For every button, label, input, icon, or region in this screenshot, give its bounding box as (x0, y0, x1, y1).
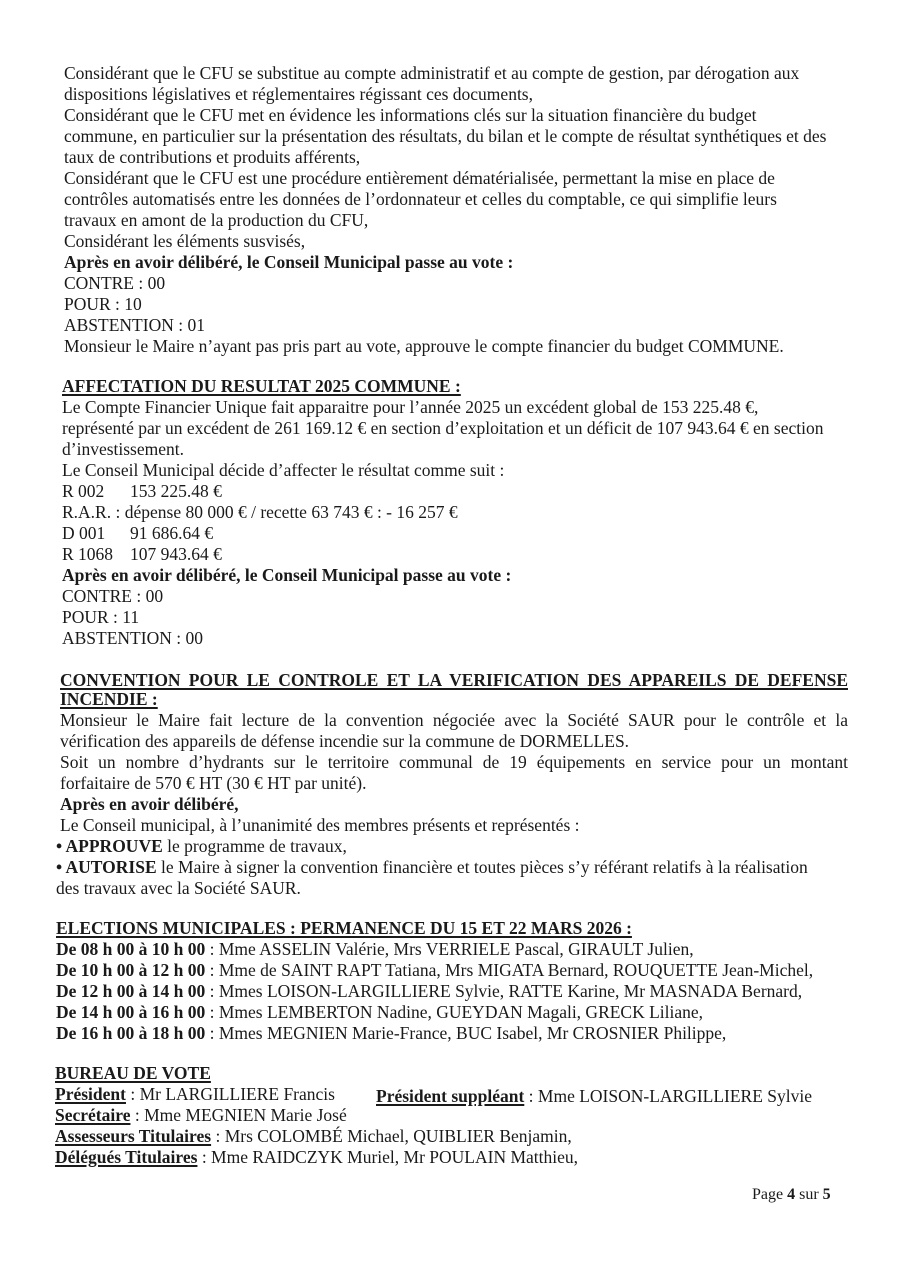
delegues-label: Délégués Titulaires (55, 1147, 198, 1167)
election-slot (56, 939, 694, 960)
cfu-line-3: Considérant que le CFU met en évidence les informations clés sur la situation financière du budget (64, 105, 757, 125)
d001-code: D 001 (62, 523, 106, 543)
convention-line-1: Monsieur le Maire fait lecture de la convention négociée avec la Société SAUR pour le contrôle et la (60, 710, 848, 730)
page-number (752, 1184, 831, 1205)
affectation-line-4: Le Conseil Municipal décide d’affecter le résultat comme suit : (62, 460, 505, 480)
authorize-text: le Maire à signer la convention financière et toutes pièces s’y référant relatifs à la réalisation (156, 857, 808, 877)
affectation-vote-pour: POUR : 11 (62, 607, 140, 627)
r1068-code: R 1068 (62, 544, 114, 564)
convention-unanimity: Le Conseil municipal, à l’unanimité des membres présents et représentés : (60, 815, 580, 835)
slot-time: De 16 h 00 à 18 h 00 (56, 1023, 206, 1043)
affectation-rar: R.A.R. : dépense 80 000 € / recette 63 743 € : - 16 257 € (62, 502, 458, 522)
r002-value: 153 225.48 € (130, 481, 222, 501)
assesseurs-value: : Mrs COLOMBÉ Michael, QUIBLIER Benjamin, (211, 1126, 572, 1146)
cfu-line-9: Considérant les éléments susvisés, (64, 231, 306, 251)
affectation-r002 (62, 481, 222, 502)
cfu-vote-abstention: ABSTENTION : 01 (64, 315, 205, 335)
bureau-delegues (55, 1147, 578, 1168)
convention-title-line-1: CONVENTION POUR LE CONTROLE ET LA VERIFICATION DES APPAREILS DE DEFENSE (60, 670, 848, 690)
convention-line-4: forfaitaire de 570 € HT (30 € HT par unité). (60, 773, 367, 793)
slot-time: De 10 h 00 à 12 h 00 (56, 960, 206, 980)
affectation-vote-abstention: ABSTENTION : 00 (62, 628, 203, 648)
slot-time: De 12 h 00 à 14 h 00 (56, 981, 206, 1001)
bureau-title: BUREAU DE VOTE (55, 1063, 211, 1083)
cfu-vote-heading: Après en avoir délibéré, le Conseil Municipal passe au vote : (64, 252, 514, 272)
bureau-suppleant (376, 1086, 812, 1107)
secretaire-label: Secrétaire (55, 1105, 131, 1125)
authorize-keyword: • AUTORISE (56, 857, 157, 877)
slot-people: : Mmes LEMBERTON Nadine, GUEYDAN Magali, GRECK Liliane, (205, 1002, 704, 1022)
slot-people: : Mmes LOISON-LARGILLIERE Sylvie, RATTE Karine, Mr MASNADA Bernard, (205, 981, 803, 1001)
cfu-line-4: commune, en particulier sur la présentation des résultats, du bilan et le compte de résultat synthétiques et des (64, 126, 827, 146)
president-value: : Mr LARGILLIERE Francis (125, 1084, 335, 1104)
approve-text: le programme de travaux, (162, 836, 347, 856)
cfu-line-1: Considérant que le CFU se substitue au compte administratif et au compte de gestion, par dérogation aux (64, 63, 800, 83)
elections-title: ELECTIONS MUNICIPALES : PERMANENCE DU 15 ET 22 MARS 2026 : (56, 918, 632, 938)
cfu-line-7: contrôles automatisés entre les données de l’ordonnateur et celles du comptable, ce qui simplifie leurs (64, 189, 777, 209)
affectation-vote-contre: CONTRE : 00 (62, 586, 164, 606)
election-slot (56, 1023, 726, 1044)
convention-line-3: Soit un nombre d’hydrants sur le territoire communal de 19 équipements en service pour un montant (60, 752, 848, 772)
affectation-r1068 (62, 544, 222, 565)
election-slot (56, 960, 813, 981)
convention-deliberation: Après en avoir délibéré, (60, 794, 239, 814)
cfu-line-5: taux de contributions et produits afférents, (64, 147, 361, 167)
page-middle: sur (795, 1186, 823, 1203)
r1068-value: 107 943.64 € (130, 544, 222, 564)
convention-authorize-line-2: des travaux avec la Société SAUR. (56, 878, 301, 898)
secretaire-value: : Mme MEGNIEN Marie José (130, 1105, 347, 1125)
convention-authorize (56, 857, 808, 878)
r002-code: R 002 (62, 481, 105, 501)
page-current: 4 (787, 1186, 796, 1203)
suppleant-value: : Mme LOISON-LARGILLIERE Sylvie (524, 1086, 813, 1106)
slot-people: : Mmes MEGNIEN Marie-France, BUC Isabel, Mr CROSNIER Philippe, (205, 1023, 727, 1043)
affectation-line-1: Le Compte Financier Unique fait apparaitre pour l’année 2025 un excédent global de 153 225.48 €, (62, 397, 759, 417)
slot-time: De 08 h 00 à 10 h 00 (56, 939, 206, 959)
affectation-line-3: d’investissement. (62, 439, 184, 459)
convention-title-line-2: INCENDIE : (60, 689, 158, 709)
slot-people: : Mme ASSELIN Valérie, Mrs VERRIELE Pascal, GIRAULT Julien, (205, 939, 694, 959)
president-label: Président (55, 1084, 126, 1104)
cfu-line-8: travaux en amont de la production du CFU, (64, 210, 369, 230)
affectation-vote-heading: Après en avoir délibéré, le Conseil Municipal passe au vote : (62, 565, 512, 585)
delegues-value: : Mme RAIDCZYK Muriel, Mr POULAIN Matthieu, (197, 1147, 579, 1167)
affectation-d001 (62, 523, 213, 544)
election-slot (56, 981, 802, 1002)
suppleant-label: Président suppléant (376, 1086, 525, 1106)
slot-people: : Mme de SAINT RAPT Tatiana, Mrs MIGATA Bernard, ROUQUETTE Jean-Michel, (205, 960, 814, 980)
bureau-secretaire (55, 1105, 347, 1126)
cfu-conclusion: Monsieur le Maire n’ayant pas pris part au vote, approuve le compte financier du budget COMMUNE. (64, 336, 784, 356)
d001-value: 91 686.64 € (130, 523, 214, 543)
affectation-line-2: représenté par un excédent de 261 169.12 € en section d’exploitation et un déficit de 107 943.64 € en section (62, 418, 824, 438)
bureau-assesseurs (55, 1126, 572, 1147)
bureau-president (55, 1084, 335, 1105)
page-prefix: Page (752, 1186, 788, 1203)
cfu-line-6: Considérant que le CFU est une procédure entièrement dématérialisée, permettant la mise en place de (64, 168, 775, 188)
cfu-line-2: dispositions législatives et réglementaires régissant ces documents, (64, 84, 533, 104)
page-total: 5 (822, 1186, 831, 1203)
affectation-title: AFFECTATION DU RESULTAT 2025 COMMUNE : (62, 376, 461, 396)
convention-line-2: vérification des appareils de défense incendie sur la commune de DORMELLES. (60, 731, 630, 751)
convention-approve (56, 836, 347, 857)
slot-time: De 14 h 00 à 16 h 00 (56, 1002, 206, 1022)
cfu-vote-contre: CONTRE : 00 (64, 273, 166, 293)
election-slot (56, 1002, 703, 1023)
approve-keyword: • APPROUVE (56, 836, 163, 856)
cfu-vote-pour: POUR : 10 (64, 294, 142, 314)
assesseurs-label: Assesseurs Titulaires (55, 1126, 212, 1146)
